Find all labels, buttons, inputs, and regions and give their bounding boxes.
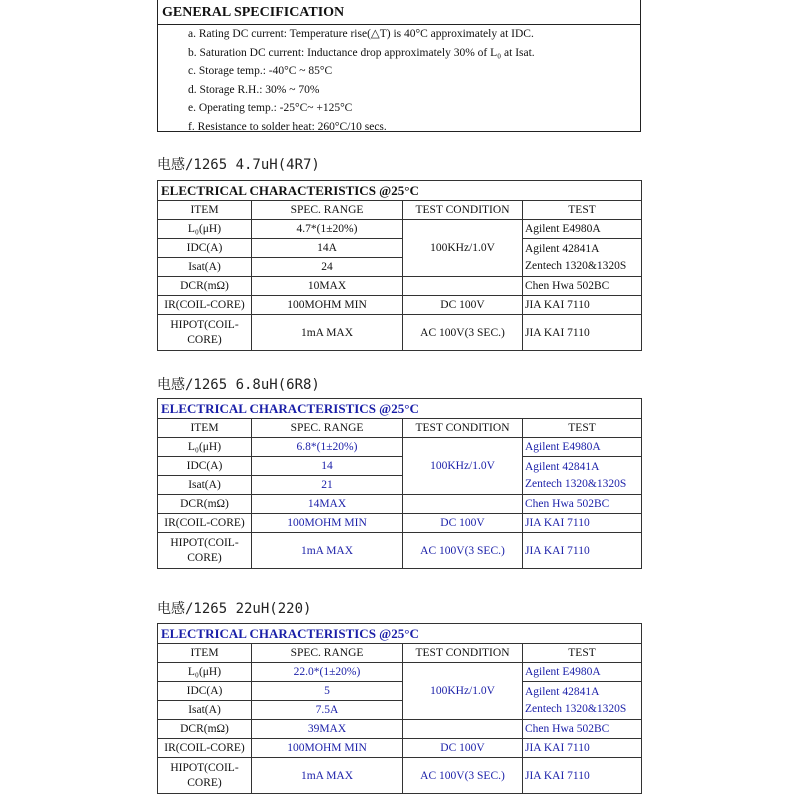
value-dcr: 14MAX [252,495,403,514]
value-condition-dcr [403,277,523,296]
value-condition-main: 100KHz/1.0V [403,220,523,277]
value-hipot: 1mA MAX [252,533,403,569]
test-hipot: JIA KAI 7110 [523,758,642,794]
header-condition: TEST CONDITION [403,419,523,438]
value-condition-hipot: AC 100V(3 SEC.) [403,315,523,351]
electrical-table-220 [157,623,642,794]
header-spec: SPEC. RANGE [252,201,403,220]
header-test: TEST [523,644,642,663]
part-title-220: 电感/1265 22uH(220) [157,601,312,617]
value-ir: 100MOHM MIN [252,514,403,533]
label-l0: L₀(μH) [158,220,252,239]
label-ir: IR(COIL-CORE) [158,514,252,533]
test-dcr: Chen Hwa 502BC [523,720,642,739]
part-title-6r8: 电感/1265 6.8uH(6R8) [157,377,320,393]
value-condition-ir: DC 100V [403,739,523,758]
label-isat: Isat(A) [158,476,252,495]
header-item: ITEM [158,644,252,663]
label-l0: L₀(μH) [158,438,252,457]
value-isat: 21 [252,476,403,495]
table-caption: ELECTRICAL CHARACTERISTICS @25°C [158,181,642,201]
test-ir: JIA KAI 7110 [523,514,642,533]
test-idc: Agilent 42841A [525,460,600,473]
value-ir: 100MOHM MIN [252,296,403,315]
header-item: ITEM [158,419,252,438]
value-dcr: 10MAX [252,277,403,296]
spec-item-e: e. Operating temp.: -25°C~ +125°C [188,102,353,114]
header-condition: TEST CONDITION [403,201,523,220]
test-l0: Agilent E4980A [523,438,642,457]
value-idc: 14 [252,457,403,476]
value-condition-main: 100KHz/1.0V [403,663,523,720]
label-ir: IR(COIL-CORE) [158,296,252,315]
test-isat: Zentech 1320&1320S [525,477,627,490]
test-hipot: JIA KAI 7110 [523,315,642,351]
electrical-table-4r7 [157,180,642,351]
value-idc: 14A [252,239,403,258]
label-hipot: HIPOT(COIL-CORE) [158,758,252,794]
label-dcr: DCR(mΩ) [158,720,252,739]
spec-item-b: b. Saturation DC current: Inductance drop approximately 30% of L₀ at Isat. [188,46,535,59]
value-condition-hipot: AC 100V(3 SEC.) [403,533,523,569]
test-l0: Agilent E4980A [523,220,642,239]
label-dcr: DCR(mΩ) [158,277,252,296]
value-idc: 5 [252,682,403,701]
value-condition-dcr [403,495,523,514]
test-l0: Agilent E4980A [523,663,642,682]
label-ir: IR(COIL-CORE) [158,739,252,758]
test-hipot: JIA KAI 7110 [523,533,642,569]
value-l0: 4.7*(1±20%) [252,220,403,239]
general-specification-list [158,25,640,136]
test-dcr: Chen Hwa 502BC [523,277,642,296]
value-condition-ir: DC 100V [403,514,523,533]
spec-item-c: c. Storage temp.: -40°C ~ 85°C [188,65,333,77]
label-hipot: HIPOT(COIL-CORE) [158,315,252,351]
spec-item-a: a. Rating DC current: Temperature rise(△T) is 40°C approximately at IDC. [188,28,534,40]
table-caption: ELECTRICAL CHARACTERISTICS @25°C [158,399,642,419]
electrical-table-6r8 [157,398,642,569]
header-spec: SPEC. RANGE [252,419,403,438]
value-hipot: 1mA MAX [252,315,403,351]
header-test: TEST [523,419,642,438]
value-l0: 22.0*(1±20%) [252,663,403,682]
header-condition: TEST CONDITION [403,644,523,663]
test-idc: Agilent 42841A [525,685,600,698]
test-dcr: Chen Hwa 502BC [523,495,642,514]
value-l0: 6.8*(1±20%) [252,438,403,457]
label-hipot: HIPOT(COIL-CORE) [158,533,252,569]
value-condition-hipot: AC 100V(3 SEC.) [403,758,523,794]
spec-item-d: d. Storage R.H.: 30% ~ 70% [188,83,320,96]
value-condition-ir: DC 100V [403,296,523,315]
test-ir: JIA KAI 7110 [523,296,642,315]
table-caption: ELECTRICAL CHARACTERISTICS @25°C [158,624,642,644]
value-hipot: 1mA MAX [252,758,403,794]
label-l0: L₀(μH) [158,663,252,682]
value-isat: 24 [252,258,403,277]
value-condition-main: 100KHz/1.0V [403,438,523,495]
spec-item-f: f. Resistance to solder heat: 260°C/10 secs. [188,120,387,133]
label-dcr: DCR(mΩ) [158,495,252,514]
header-test: TEST [523,201,642,220]
value-dcr: 39MAX [252,720,403,739]
test-idc: Agilent 42841A [525,242,600,255]
value-condition-dcr [403,720,523,739]
label-idc: IDC(A) [158,457,252,476]
test-idc-isat [523,457,642,495]
test-isat: Zentech 1320&1320S [525,259,627,272]
value-isat: 7.5A [252,701,403,720]
label-isat: Isat(A) [158,258,252,277]
label-idc: IDC(A) [158,239,252,258]
header-spec: SPEC. RANGE [252,644,403,663]
general-specification-title: GENERAL SPECIFICATION [158,0,640,25]
test-ir: JIA KAI 7110 [523,739,642,758]
value-ir: 100MOHM MIN [252,739,403,758]
label-isat: Isat(A) [158,701,252,720]
test-idc-isat [523,682,642,720]
part-title-4r7: 电感/1265 4.7uH(4R7) [157,157,320,173]
general-specification-box [157,0,641,132]
label-idc: IDC(A) [158,682,252,701]
header-item: ITEM [158,201,252,220]
test-idc-isat [523,239,642,277]
test-isat: Zentech 1320&1320S [525,702,627,715]
